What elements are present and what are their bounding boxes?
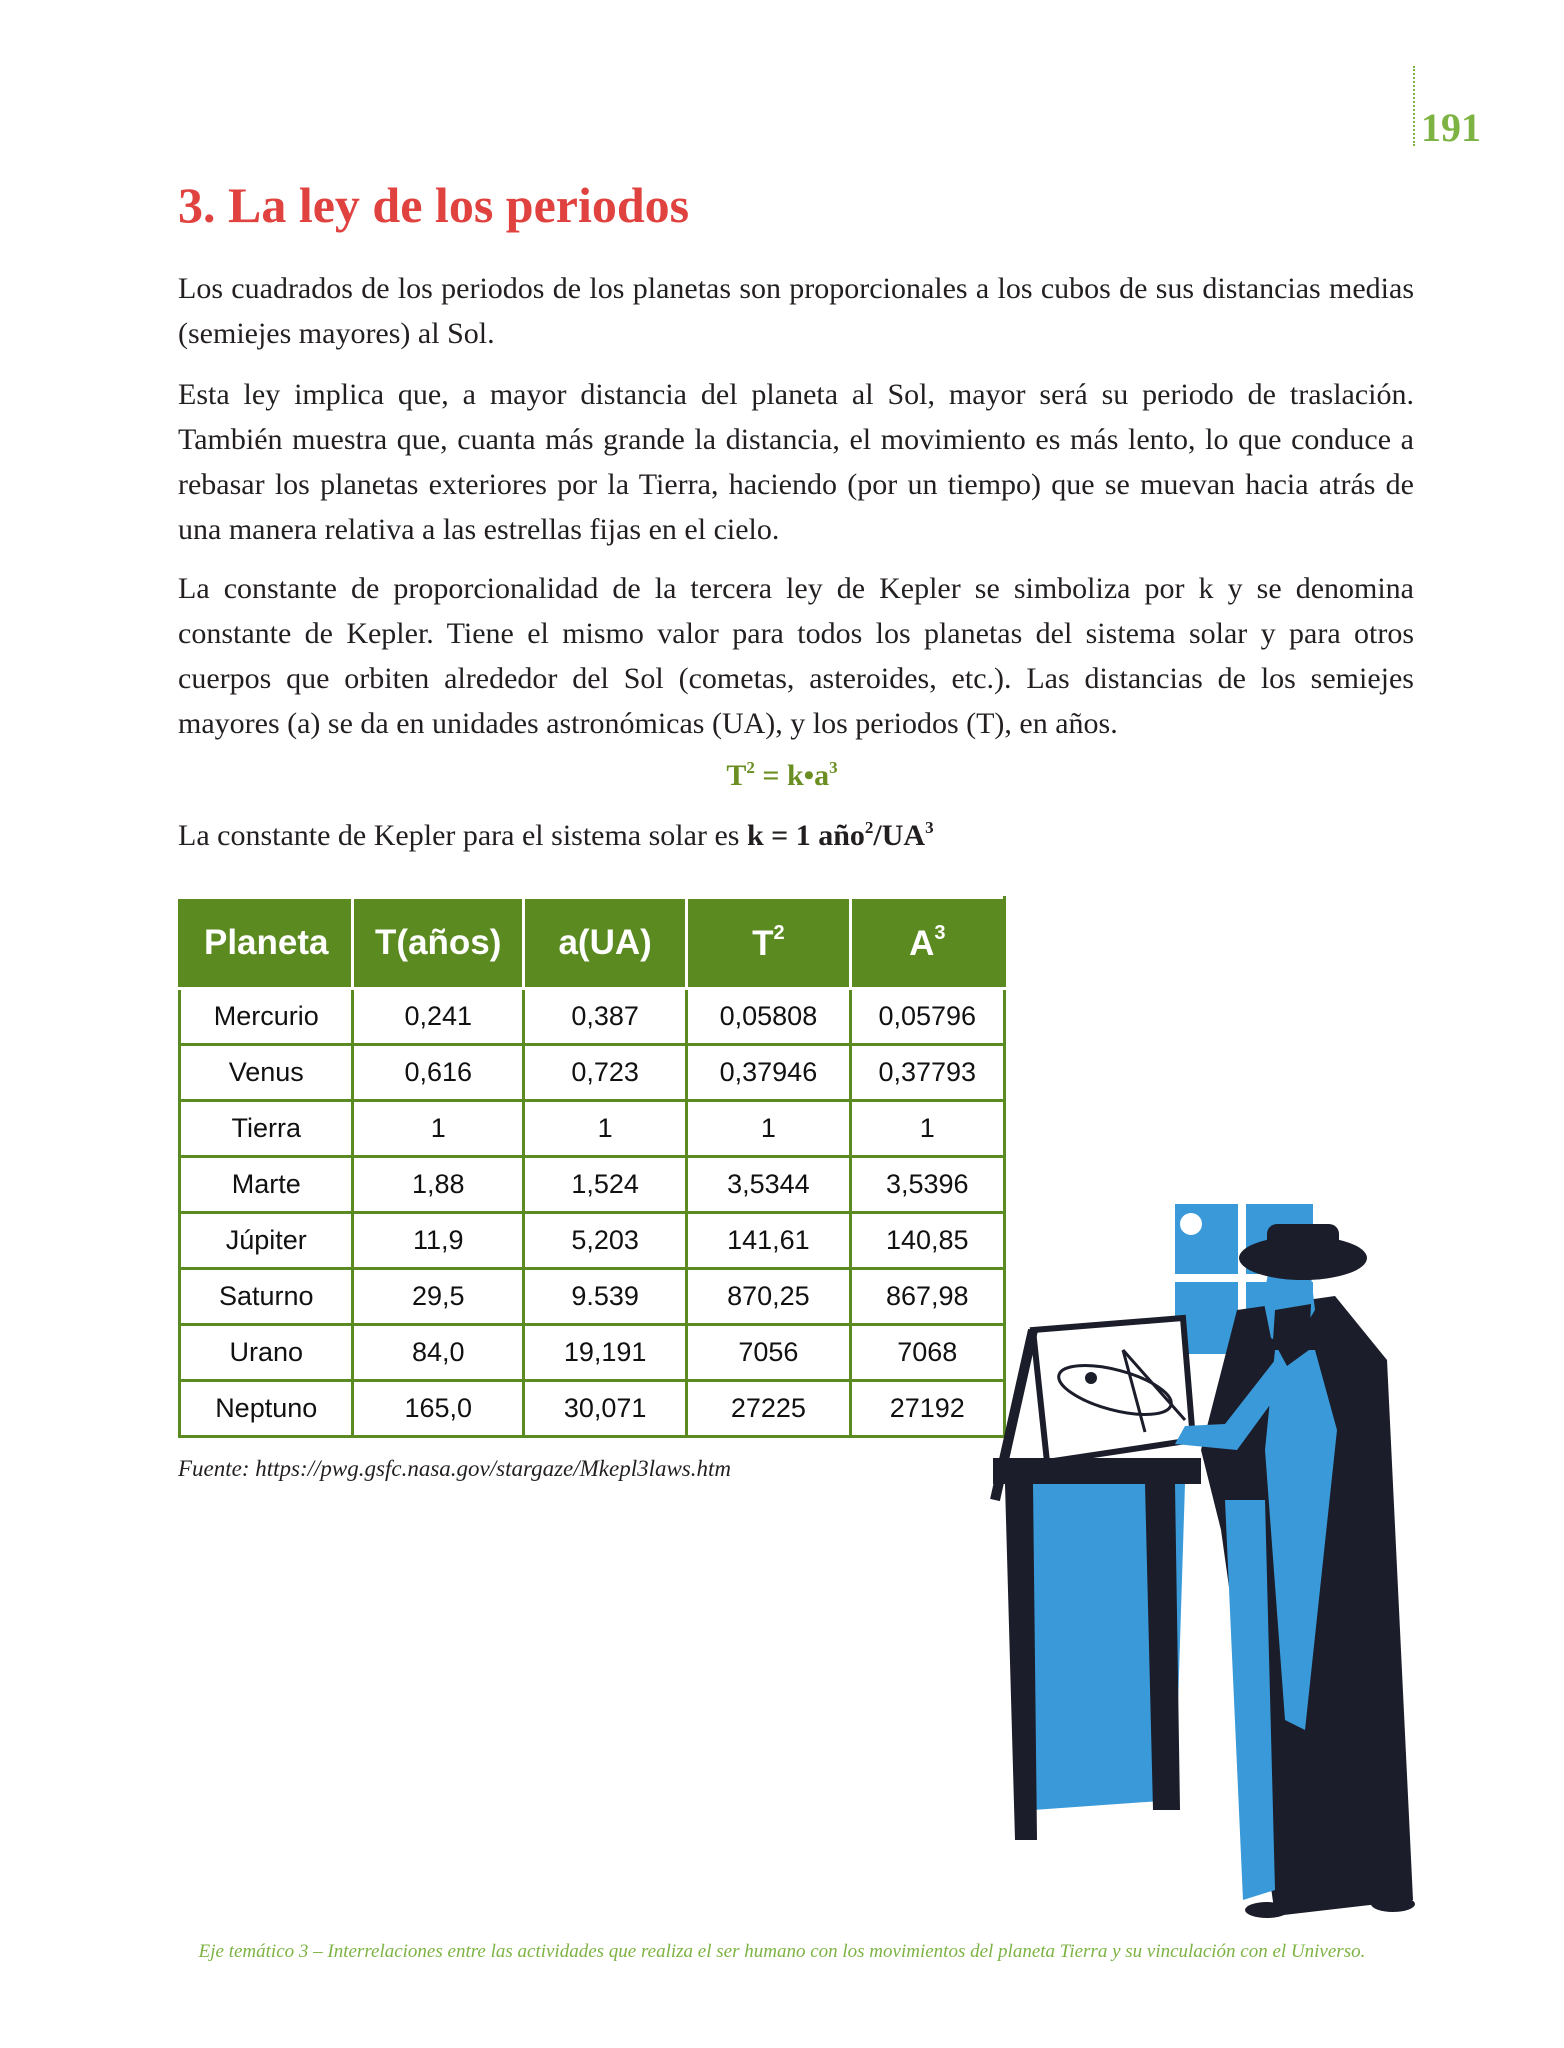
cell-a-cubed: 1 (850, 1101, 1004, 1157)
moon-icon (1180, 1213, 1202, 1235)
cell-t-squared: 870,25 (687, 1269, 850, 1325)
source-citation: Fuente: https://pwg.gsfc.nasa.gov/stargaze/Mkepl3laws.htm (178, 1456, 732, 1481)
cell-t-squared: 27225 (687, 1381, 850, 1437)
cell-t-squared: 7056 (687, 1325, 850, 1381)
table-row (180, 1213, 1005, 1269)
cell-semi-axis: 19,191 (524, 1325, 687, 1381)
formula-exp-left: 2 (746, 758, 755, 777)
cell-t-squared: 3,5344 (687, 1157, 850, 1213)
cell-planet: Júpiter (180, 1213, 353, 1269)
table-row (180, 1269, 1005, 1325)
kepler-constant-value: k = 1 $año^2/UA^3$ (746, 818, 934, 852)
kepler-formula (0, 758, 1564, 793)
table-row (180, 1325, 1005, 1381)
header-t-anos: T(años) (353, 898, 524, 989)
planets-table (178, 896, 1006, 1438)
table-header-row (180, 898, 1005, 989)
shoe (1371, 1896, 1415, 1912)
kepler-illustration (975, 1200, 1425, 1920)
cell-planet: Neptuno (180, 1381, 353, 1437)
cell-period: 11,9 (353, 1213, 524, 1269)
kepler-constant-line (178, 818, 934, 853)
formula-left: T (726, 759, 747, 792)
header-a-ua: a(UA) (524, 898, 687, 989)
kepler-constant-prefix: La constante de Kepler para el sistema solar es (178, 819, 747, 852)
cell-a-cubed: 0,37793 (850, 1045, 1004, 1101)
cell-period: 1 (353, 1101, 524, 1157)
drafting-board (1033, 1318, 1193, 1462)
cell-semi-axis: 1,524 (524, 1157, 687, 1213)
table-row (180, 989, 1005, 1045)
shoe (1245, 1902, 1289, 1918)
cell-period: 165,0 (353, 1381, 524, 1437)
cell-planet: Venus (180, 1045, 353, 1101)
table-row (180, 1045, 1005, 1101)
page-number-rule (1413, 66, 1415, 146)
page-number: 191 (1421, 105, 1481, 150)
paragraph-3: La constante de proporcionalidad de la tercera ley de Kepler se simboliza por k y se denomina constante de Kepler. Tiene el mismo valor para todos los planetas del sistema solar y para otros cuerpos que orbiten alrededor del Sol (cometas, asteroides, etc.). Las distancias de los semiejes mayores (a) se da en unidades astronómicas (UA), y los periodos (T), en años. (178, 572, 1414, 740)
cell-planet: Marte (180, 1157, 353, 1213)
cell-period: 0,241 (353, 989, 524, 1045)
cell-planet: Mercurio (180, 989, 353, 1045)
cell-a-cubed: 3,5396 (850, 1157, 1004, 1213)
paragraph-2: Esta ley implica que, a mayor distancia del planeta al Sol, mayor será su periodo de traslación. También muestra que, cuanta más grande la distancia, el movimiento es más lento, lo que conduce a rebasar los planetas exteriores por la Tierra, haciendo (por un tiempo) que se muevan hacia atrás de una manera relativa a las estrellas fijas en el cielo. (178, 378, 1414, 546)
section-title: 3. La ley de los periodos (178, 177, 690, 233)
cell-period: 1,88 (353, 1157, 524, 1213)
cell-t-squared: 0,05808 (687, 989, 850, 1045)
cell-a-cubed: 7068 (850, 1325, 1004, 1381)
cell-a-cubed: 867,98 (850, 1269, 1004, 1325)
cell-a-cubed: 0,05796 (850, 989, 1004, 1045)
cell-a-cubed: 27192 (850, 1381, 1004, 1437)
sun-drawing (1085, 1372, 1097, 1384)
cell-t-squared: 141,61 (687, 1213, 850, 1269)
cell-semi-axis: 30,071 (524, 1381, 687, 1437)
cell-t-squared: 1 (687, 1101, 850, 1157)
cell-planet: Saturno (180, 1269, 353, 1325)
cell-t-squared: 0,37946 (687, 1045, 850, 1101)
table-row (180, 1381, 1005, 1437)
table-row (180, 1157, 1005, 1213)
cell-a-cubed: 140,85 (850, 1213, 1004, 1269)
cell-semi-axis: 1 (524, 1101, 687, 1157)
cell-planet: Urano (180, 1325, 353, 1381)
cell-semi-axis: 5,203 (524, 1213, 687, 1269)
cell-planet: Tierra (180, 1101, 353, 1157)
cell-semi-axis: 0,387 (524, 989, 687, 1045)
header-a-cubed: $A^3$ (850, 898, 1004, 989)
footer-theme: Eje temático 3 – Interrelaciones entre las actividades que realiza el ser humano con los movimientos del planeta Tierra y su vinculación con el Universo. (198, 1941, 1366, 1962)
desk-top (993, 1458, 1201, 1484)
header-t-squared: $T^2$ (687, 898, 850, 989)
cell-semi-axis: 9.539 (524, 1269, 687, 1325)
formula-exp-right: 3 (829, 758, 838, 777)
hat-crown (1267, 1224, 1339, 1260)
table-row (180, 1101, 1005, 1157)
cell-period: 84,0 (353, 1325, 524, 1381)
desk-leg (1005, 1484, 1037, 1840)
cell-period: 0,616 (353, 1045, 524, 1101)
cell-period: 29,5 (353, 1269, 524, 1325)
header-planeta: Planeta (180, 898, 353, 989)
cell-semi-axis: 0,723 (524, 1045, 687, 1101)
formula-middle: = k•a (754, 759, 830, 792)
paragraph-1: Los cuadrados de los periodos de los planetas son proporcionales a los cubos de sus distancias medias (semiejes mayores) al Sol. (178, 272, 1414, 350)
